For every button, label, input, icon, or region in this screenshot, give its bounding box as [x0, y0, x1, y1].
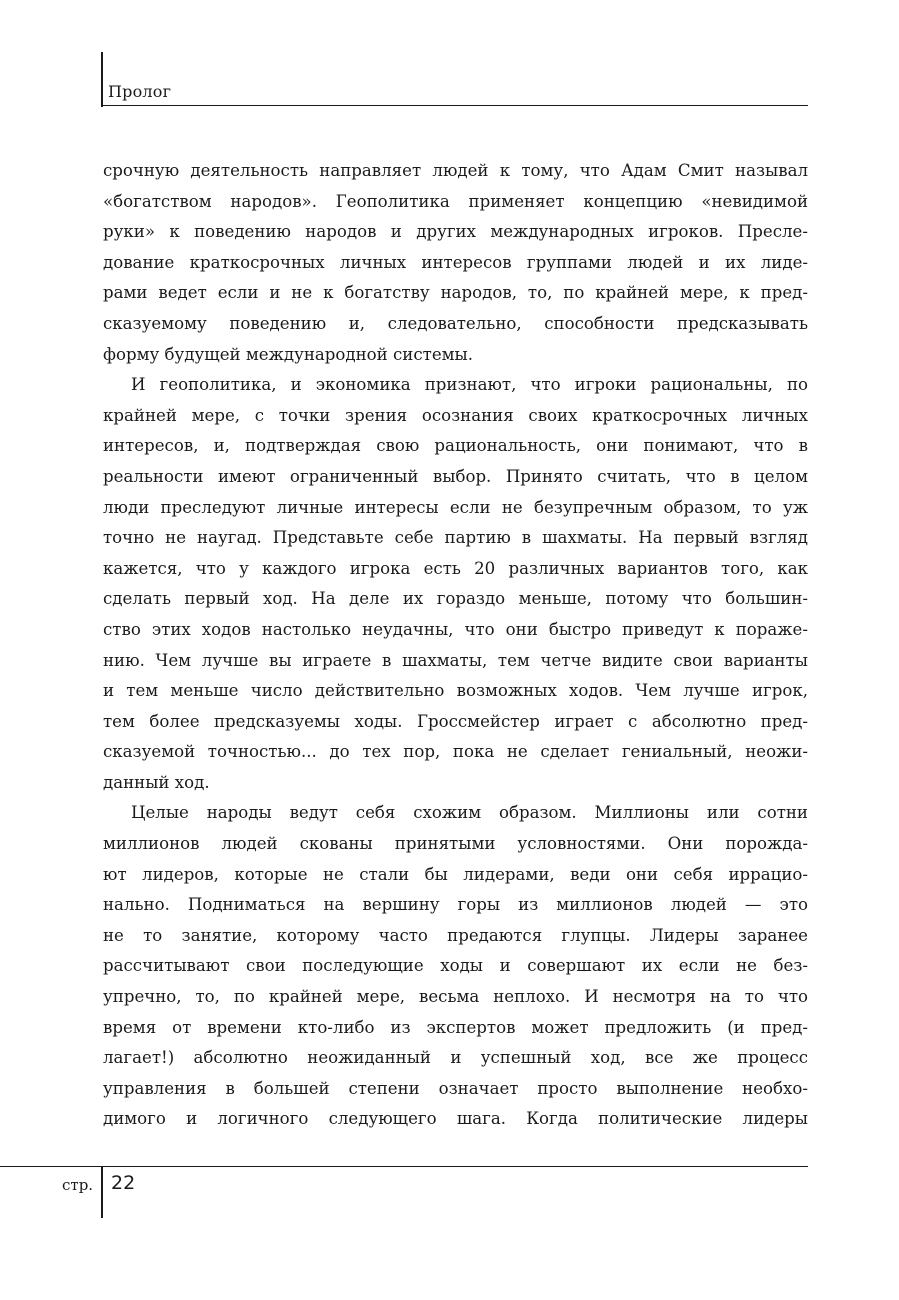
page-label: стр.: [62, 1176, 94, 1194]
text-line: димого и логичного следующего шага. Когда политические лидеры: [103, 1109, 808, 1129]
text-line: управления в большей степени означает просто выполнение необхо-: [103, 1078, 808, 1098]
text-line: не то занятие, которому часто предаются глупцы. Лидеры заранее: [103, 925, 808, 945]
text-line: рассчитывают свои последующие ходы и совершают их если не без-: [103, 956, 808, 976]
paragraph-1: [103, 156, 808, 370]
text-line: сказуемой точностью... до тех пор, пока не сделает гениальный, неожи-: [103, 742, 808, 762]
text-line: миллионов людей скованы принятыми условностями. Они порожда-: [103, 834, 808, 854]
page-number: 22: [111, 1172, 136, 1194]
text-line: реальности имеют ограниченный выбор. Принято считать, что в целом: [103, 466, 808, 486]
text-line: сказуемому поведению и, следовательно, способности предсказывать: [103, 313, 808, 333]
text-line: и тем меньше число действительно возможных ходов. Чем лучше игрок,: [103, 681, 808, 701]
footer-vertical-rule: [101, 1166, 103, 1218]
body-text: [103, 156, 808, 1135]
text-line: срочную деятельность направляет людей к тому, что Адам Смит называл: [103, 161, 808, 180]
text-line: ство этих ходов настолько неудачны, что они быстро приведут к пораже-: [103, 619, 808, 639]
text-line: «богатством народов». Геополитика применяет концепцию «невидимой: [103, 191, 808, 211]
text-line: кажется, что у каждого игрока есть 20 различных вариантов того, как: [103, 558, 808, 578]
text-line: ют лидеров, которые не стали бы лидерами, веди они себя иррацио-: [103, 864, 808, 884]
text-line: лагает!) абсолютно неожиданный и успешный ход, все же процесс: [103, 1048, 808, 1068]
text-line: точно не наугад. Представьте себе партию в шахматы. На первый взгляд: [103, 528, 808, 548]
text-line: сделать первый ход. На деле их гораздо меньше, потому что большин-: [103, 589, 808, 609]
running-title: Пролог: [108, 82, 172, 101]
text-line: время от времени кто-либо из экспертов может предложить (и пред-: [103, 1017, 808, 1037]
header-vertical-rule: [101, 52, 103, 107]
text-line: руки» к поведению народов и других международных игроков. Пресле-: [103, 222, 808, 242]
text-line: крайней мере, с точки зрения осознания своих краткосрочных личных: [103, 405, 808, 425]
paragraph-2: [103, 370, 808, 798]
text-line: форму будущей международной системы.: [103, 344, 474, 364]
text-line: нально. Подниматься на вершину горы из миллионов людей — это: [103, 895, 808, 915]
paragraph-3: [103, 798, 808, 1135]
text-line: люди преследуют личные интересы если не безупречным образом, то уж: [103, 497, 808, 517]
text-line: тем более предсказуемы ходы. Гроссмейстер играет с абсолютно пред-: [103, 711, 808, 731]
footer-horizontal-rule: [0, 1166, 808, 1167]
text-line: интересов, и, подтверждая свою рациональность, они понимают, что в: [103, 436, 808, 456]
text-line: Целые народы ведут себя схожим образом. Миллионы или сотни: [131, 803, 808, 823]
header-horizontal-rule: [101, 105, 808, 106]
text-line: рами ведет если и не к богатству народов, то, по крайней мере, к пред-: [103, 283, 808, 303]
text-line: И геополитика, и экономика признают, что игроки рациональны, по: [131, 375, 808, 395]
text-line: нию. Чем лучше вы играете в шахматы, тем четче видите свои варианты: [103, 650, 808, 670]
text-line: упречно, то, по крайней мере, весьма неплохо. И несмотря на то что: [103, 987, 808, 1007]
text-line: данный ход.: [103, 772, 210, 792]
text-line: дование краткосрочных личных интересов группами людей и их лиде-: [103, 252, 808, 272]
